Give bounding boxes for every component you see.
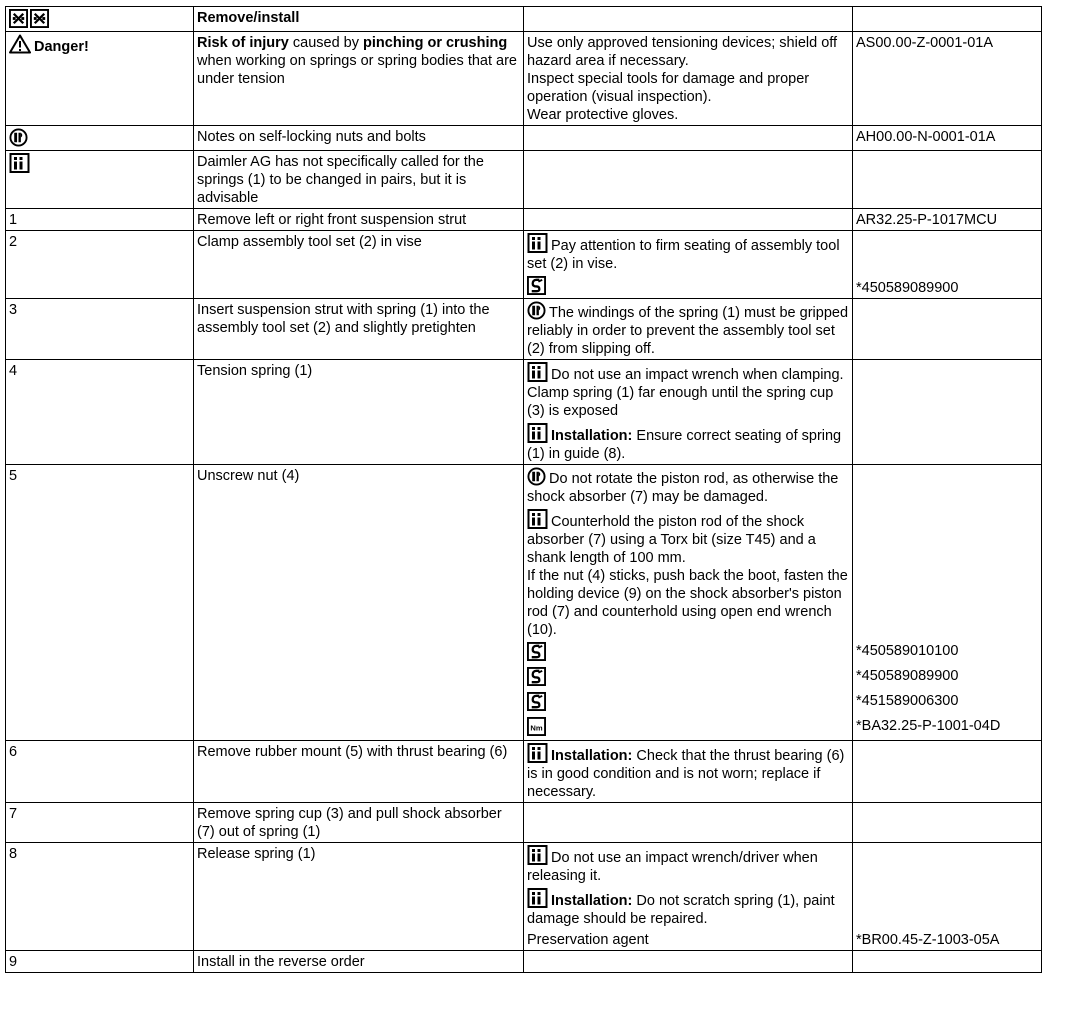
step-action: Install in the reverse order <box>194 951 524 973</box>
info-icon <box>527 233 548 253</box>
procedure-table <box>5 6 1042 973</box>
special-tool-icon <box>527 692 546 711</box>
step-number: 2 <box>6 231 194 299</box>
step-row: 4 Tension spring (1) Do not use an impact wrench when clamping. Clamp spring (1) far enough until the spring cup (3) is exposed Installation: Ensure correct seating of spring (1) in guide (8). <box>6 360 1042 465</box>
step-row: 6 Remove rubber mount (5) with thrust bearing (6) Installation: Check that the thrust bearing (6) is in good condition and is not worn; replace if necessary. <box>6 741 1042 803</box>
info-row <box>6 151 1042 209</box>
step-ref[interactable]: *BA32.25-P-1001-04D <box>856 718 1001 734</box>
step-number: 1 <box>6 209 194 231</box>
special-tool-icon <box>527 642 546 661</box>
notice-icon <box>527 467 546 486</box>
step-action: Insert suspension strut with spring (1) into the assembly tool set (2) and slightly pretighten <box>194 299 524 360</box>
notes-text: Notes on self-locking nuts and bolts <box>194 126 524 151</box>
info-icon <box>527 845 548 865</box>
step-number: 8 <box>6 843 194 951</box>
step-action: Remove rubber mount (5) with thrust bearing (6) <box>194 741 524 803</box>
step-row <box>6 951 1042 973</box>
info-icon <box>527 362 548 382</box>
step-action: Clamp assembly tool set (2) in vise <box>194 231 524 299</box>
step-number: 9 <box>6 951 194 973</box>
step-ref[interactable]: *BR00.45-Z-1003-05A <box>853 843 1042 951</box>
special-tool-icon <box>527 276 546 295</box>
step-row: 2 Clamp assembly tool set (2) in vise Pay attention to firm seating of assembly tool set (2) in vise. *450589089900 <box>6 231 1042 299</box>
step-number: 6 <box>6 741 194 803</box>
danger-label: Danger! <box>34 39 89 55</box>
danger-row <box>6 32 1042 126</box>
step-action: Release spring (1) <box>194 843 524 951</box>
warning-icon <box>9 34 31 54</box>
info-icon <box>9 153 30 173</box>
safety-measures: Use only approved tensioning devices; shield off hazard area if necessary. Inspect special tools for damage and proper operation (visual inspection). Wear protective gloves. <box>524 32 853 126</box>
step-number: 3 <box>6 299 194 360</box>
step-row <box>6 803 1042 843</box>
step-number: 5 <box>6 465 194 741</box>
header-icons <box>6 7 194 32</box>
torque-icon <box>527 717 546 736</box>
expand-icon <box>30 9 49 28</box>
info-icon <box>527 423 548 443</box>
step-row: 3 Insert suspension strut with spring (1) into the assembly tool set (2) and slightly pretighten The windings of the spring (1) must be gripped reliably in order to prevent the assembly tool set (2) from slipping off. <box>6 299 1042 360</box>
safety-ref[interactable]: AS00.00-Z-0001-01A <box>853 32 1042 126</box>
info-icon <box>527 509 548 529</box>
step-row: 8 Release spring (1) Do not use an impact wrench/driver when releasing it. Installation: Do not scratch spring (1), paint damage should be repaired. Preservation agent *BR00.45-Z-1003-05A <box>6 843 1042 951</box>
header-title: Remove/install <box>194 7 524 32</box>
step-ref[interactable]: *450589089900 <box>853 231 1042 299</box>
notes-row <box>6 126 1042 151</box>
notes-ref[interactable]: AH00.00-N-0001-01A <box>853 126 1042 151</box>
step-ref[interactable]: *450589010100 <box>856 643 959 659</box>
svg-text:Nm: Nm <box>530 723 543 733</box>
info-icon <box>527 888 548 908</box>
step-number: 7 <box>6 803 194 843</box>
step-action: Unscrew nut (4) <box>194 465 524 741</box>
risk-description: Risk of injury caused by pinching or crushing when working on springs or spring bodies that are under tension <box>194 32 524 126</box>
info-text: Daimler AG has not specifically called for the springs (1) to be changed in pairs, but it is advisable <box>194 151 524 209</box>
step-number: 4 <box>6 360 194 465</box>
step-row <box>6 209 1042 231</box>
notice-icon <box>9 128 28 147</box>
step-ref[interactable]: AR32.25-P-1017MCU <box>853 209 1042 231</box>
step-action: Tension spring (1) <box>194 360 524 465</box>
special-tool-icon <box>527 667 546 686</box>
header-row <box>6 7 1042 32</box>
collapse-icon <box>9 9 28 28</box>
step-action: Remove spring cup (3) and pull shock absorber (7) out of spring (1) <box>194 803 524 843</box>
info-icon <box>527 743 548 763</box>
step-row: 5 Unscrew nut (4) Do not rotate the piston rod, as otherwise the shock absorber (7) may be damaged. Counterhold the piston rod of the shock absorber (7) using a Torx bit (size T45) and a shank length of 100 mm. If the nut (4) sticks, push back the boot, fasten the holding device (9) on the shock absorber's piston rod (7) and counterhold using open end wrench (10). Nm *450589010100 *450589089900 *451589006300 *BA32.25-P-1001-04D <box>6 465 1042 741</box>
step-ref[interactable]: *450589089900 <box>856 668 959 684</box>
step-ref[interactable]: *451589006300 <box>856 693 959 709</box>
notice-icon <box>527 301 546 320</box>
step-action: Remove left or right front suspension strut <box>194 209 524 231</box>
